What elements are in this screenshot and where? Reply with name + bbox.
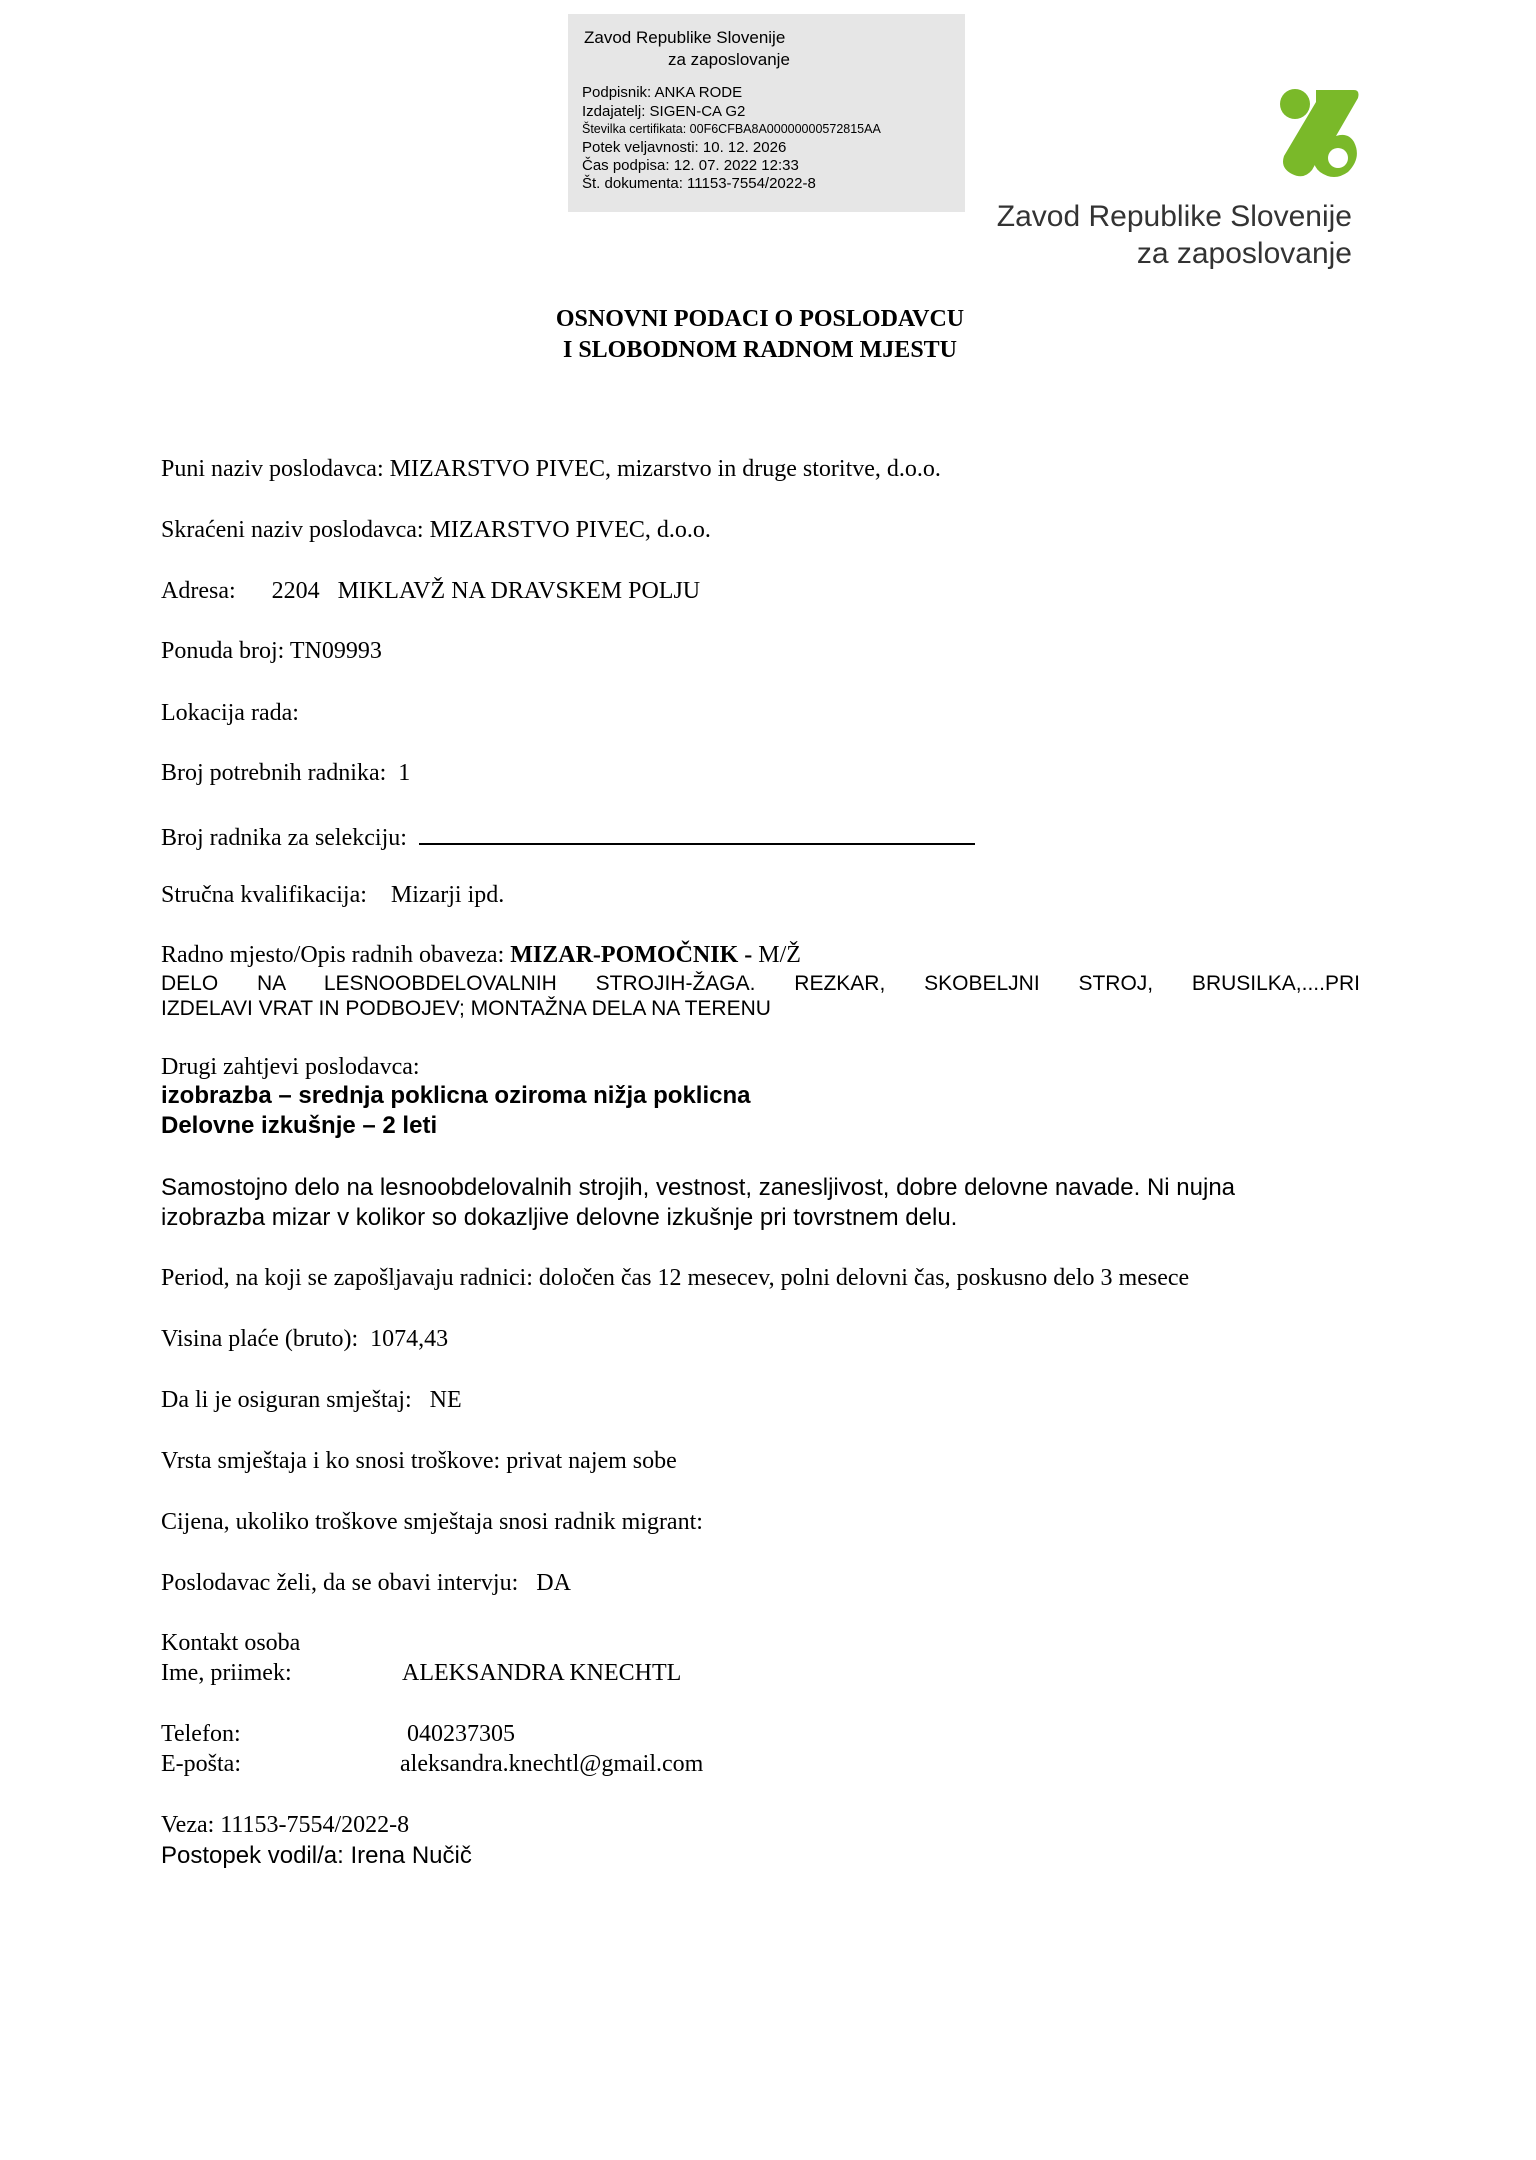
extra-requirements-line1: Samostojno delo na lesnoobdelovalnih strojih, vestnost, zanesljivost, dobre delovne navade. Ni nujna bbox=[161, 1174, 1236, 1201]
field-offer-number: Ponuda broj: TN09993 bbox=[161, 638, 382, 664]
signature-signer: Podpisnik: ANKA RODE bbox=[582, 84, 743, 101]
address-value: 2204 MIKLAVŽ NA DRAVSKEM POLJU bbox=[271, 578, 701, 604]
other-requirements-label: Drugi zahtjevi poslodavca: bbox=[161, 1054, 420, 1080]
job-title: MIZAR-POMOČNIK - bbox=[510, 942, 759, 968]
title-line1: OSNOVNI PODACI O POSLODAVCU bbox=[555, 306, 965, 332]
signature-issuer: Izdajatelj: SIGEN-CA G2 bbox=[582, 103, 746, 120]
contact-phone-label: Telefon: bbox=[161, 1721, 241, 1747]
field-salary: Visina plaće (bruto): 1074,43 bbox=[161, 1326, 449, 1352]
job-gender: M/Ž bbox=[758, 942, 801, 968]
signature-org-line1: Zavod Republike Slovenije bbox=[584, 28, 786, 47]
field-housing-cost: Cijena, ukoliko troškove smještaja snosi radnik migrant: bbox=[161, 1509, 703, 1535]
contact-email-value: aleksandra.knechtl@gmail.com bbox=[400, 1751, 704, 1777]
signature-valid-until: Potek veljavnosti: 10. 12. 2026 bbox=[582, 139, 787, 156]
workers-selection-label: Broj radnika za selekciju: bbox=[161, 825, 407, 851]
job-label: Radno mjesto/Opis radnih obaveza: bbox=[161, 942, 511, 968]
requirement-experience: Delovne izkušnje – 2 leti bbox=[161, 1112, 438, 1139]
workers-selection-blank-line bbox=[419, 821, 975, 845]
field-job bbox=[161, 942, 801, 969]
field-workers-selection bbox=[161, 821, 975, 852]
signature-cert-number: Številka certifikata: 00F6CFBA8A00000000572815AA bbox=[582, 122, 881, 136]
field-period: Period, na koji se zapošljavaju radnici: določen čas 12 mesecev, polni delovni čas, poskusno delo 3 mesece bbox=[161, 1265, 1190, 1291]
extra-requirements-line2: izobrazba mizar v kolikor so dokazljive delovne izkušnje pri tovrstnem delu. bbox=[161, 1204, 958, 1231]
contact-heading: Kontakt osoba bbox=[161, 1630, 301, 1656]
title-line2: I SLOBODNOM RADNOM MJESTU bbox=[562, 337, 958, 363]
field-qualification: Stručna kvalifikacija: Mizarji ipd. bbox=[161, 882, 505, 908]
address-label: Adresa: bbox=[161, 578, 236, 604]
job-description-line2: IZDELAVI VRAT IN PODBOJEV; MONTAŽNA DELA NA TERENU bbox=[161, 997, 771, 1020]
field-full-name: Puni naziv poslodavca: MIZARSTVO PIVEC, mizarstvo in druge storitve, d.o.o. bbox=[161, 456, 941, 482]
signature-signed-at: Čas podpisa: 12. 07. 2022 12:33 bbox=[582, 157, 799, 174]
field-location: Lokacija rada: bbox=[161, 700, 299, 726]
job-description-line1: DELO NA LESNOOBDELOVALNIH STROJIH-ŽAGA. REZKAR, SKOBELJNI STROJ, BRUSILKA,....PRI bbox=[161, 972, 1360, 995]
field-interview: Poslodavac želi, da se obavi intervju: DA bbox=[161, 1570, 571, 1596]
field-short-name: Skraćeni naziv poslodavca: MIZARSTVO PIVEC, d.o.o. bbox=[161, 517, 711, 543]
contact-email-label: E-pošta: bbox=[161, 1751, 241, 1777]
field-workers-needed: Broj potrebnih radnika: 1 bbox=[161, 760, 411, 786]
field-housing: Da li je osiguran smještaj: NE bbox=[161, 1387, 462, 1413]
digital-signature-box bbox=[568, 14, 965, 212]
field-address bbox=[161, 578, 700, 605]
field-housing-type: Vrsta smještaja i ko snosi troškove: privat najem sobe bbox=[161, 1448, 677, 1474]
contact-name-label: Ime, priimek: bbox=[161, 1660, 292, 1686]
reference-number: Veza: 11153-7554/2022-8 bbox=[161, 1812, 410, 1838]
requirement-education: izobrazba – srednja poklicna oziroma nižja poklicna bbox=[161, 1082, 751, 1109]
logo-text-line1: Zavod Republike Slovenije bbox=[996, 200, 1352, 233]
signature-doc-number: Št. dokumenta: 11153-7554/2022-8 bbox=[582, 175, 816, 192]
logo-text-line2: za zaposlovanje bbox=[1136, 237, 1352, 270]
zrss-logo-icon bbox=[1276, 88, 1360, 178]
document-title bbox=[0, 304, 1520, 366]
signature-org-line2: za zaposlovanje bbox=[668, 50, 790, 69]
handled-by: Postopek vodil/a: Irena Nučič bbox=[161, 1842, 472, 1869]
contact-name-value: ALEKSANDRA KNECHTL bbox=[402, 1660, 682, 1686]
contact-phone-value: 040237305 bbox=[407, 1721, 515, 1747]
